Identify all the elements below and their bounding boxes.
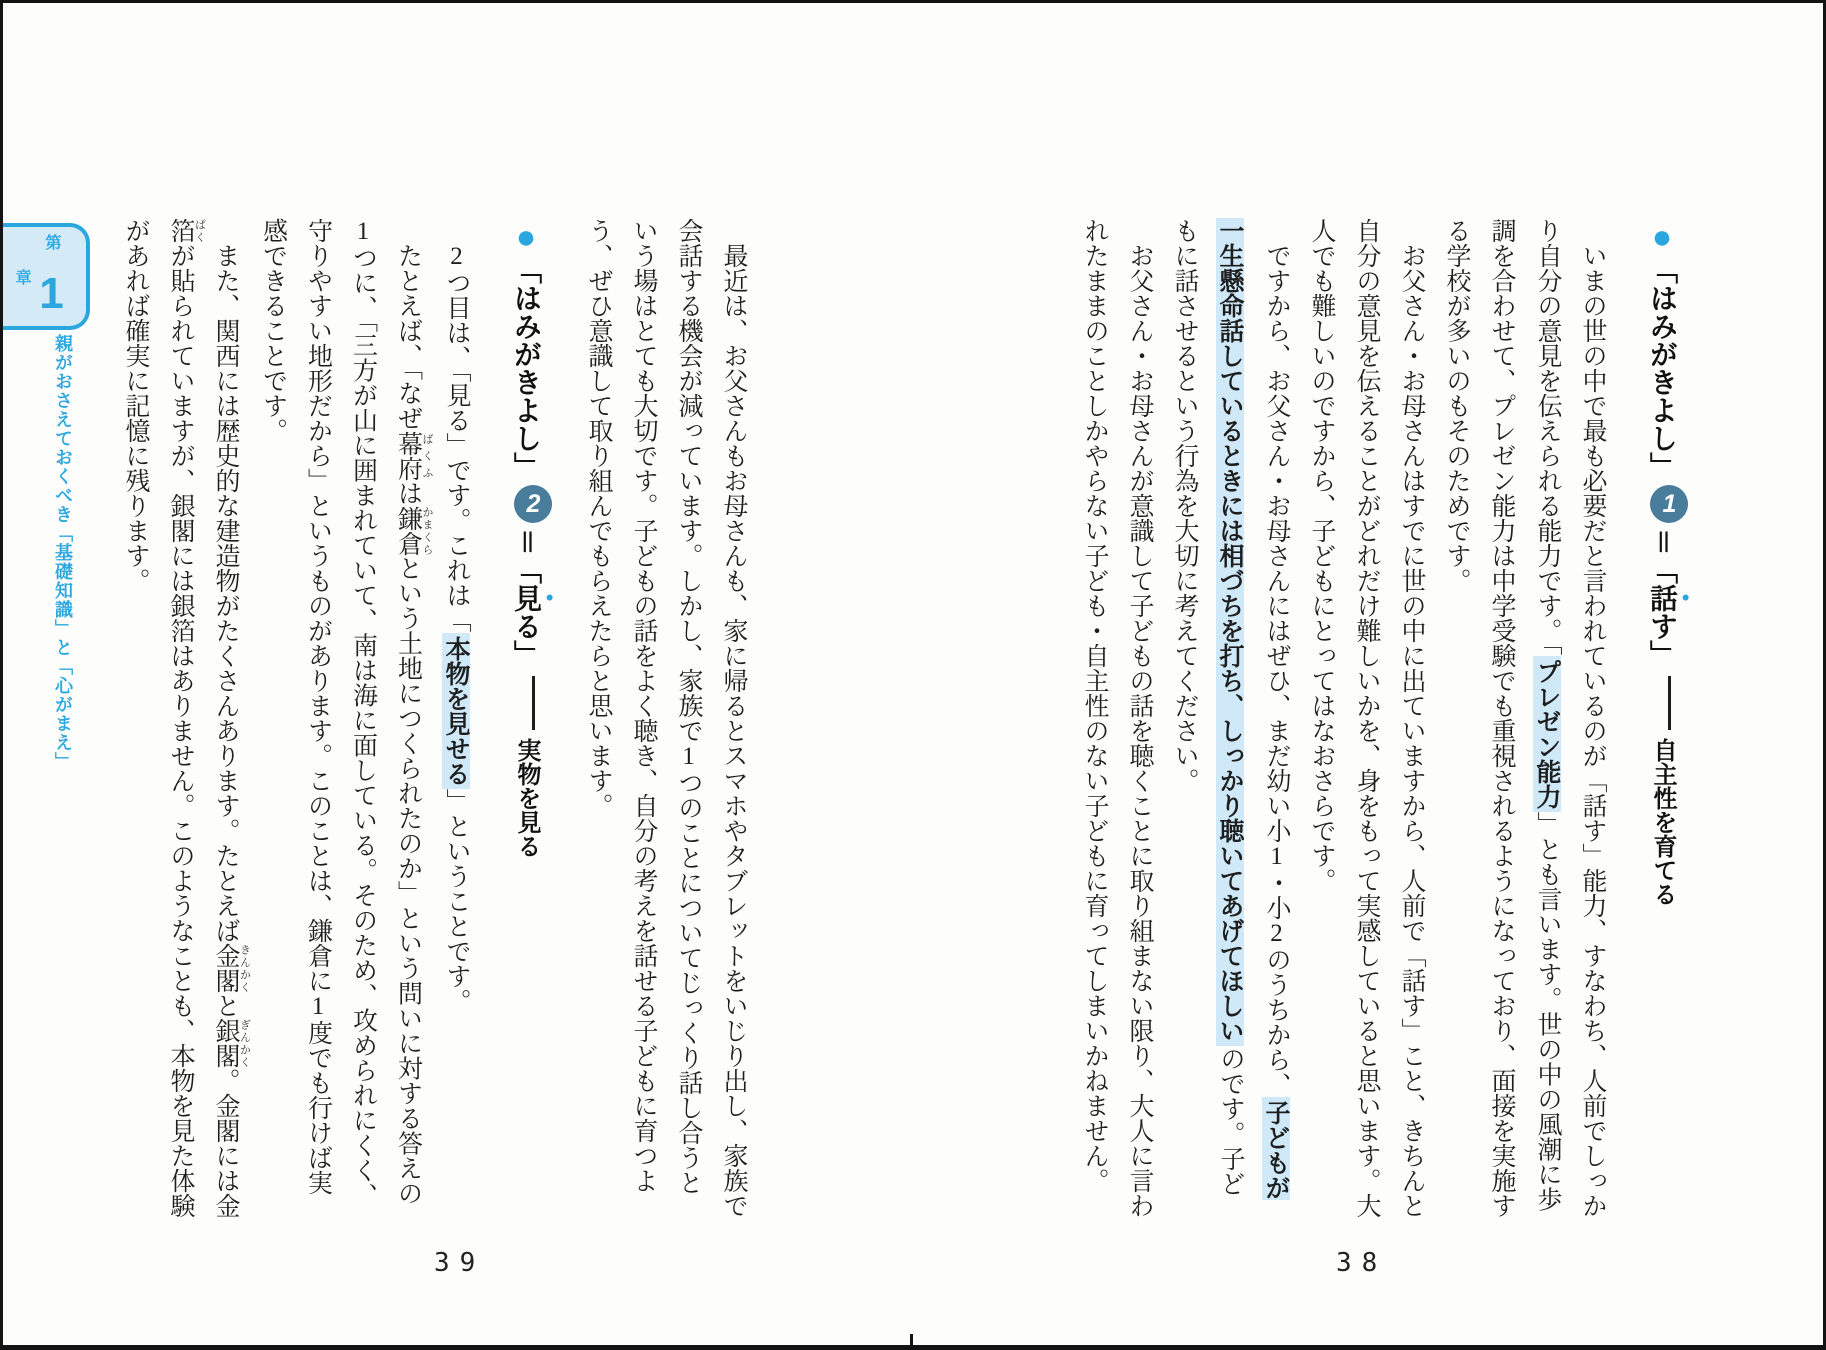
bullet-icon: ● bbox=[1643, 218, 1681, 256]
dash-line-icon bbox=[532, 676, 535, 730]
text-run: 最近は、お父さんもお母さんも、家に帰るとスマホやタブレットをいじり出し、家族で会話する機会が減っています。しかし、家族で1つのことについてじっくり話し合うという場はとても大切です。子どもの話をよく聴き、自分の考えを話せる子どもに育つよう、ぜひ意識して取り組んでもらえたらと思います。 bbox=[585, 218, 747, 1218]
page-number: 39 bbox=[434, 1248, 486, 1278]
text-run: ですから、お父さん・お母さんにはぜひ、まだ幼い小1・小2のうちから、 bbox=[1263, 243, 1290, 1097]
circled-number-value: 2 bbox=[526, 490, 541, 518]
circled-number-icon bbox=[1650, 485, 1688, 523]
ruby-word: 銀閣 ぎんかく bbox=[212, 1018, 251, 1068]
text-run: たとえば、「なぜ bbox=[394, 243, 422, 431]
body-text bbox=[113, 218, 479, 1218]
paragraph bbox=[1072, 218, 1162, 1218]
paragraph bbox=[433, 218, 479, 1218]
headline-look bbox=[497, 218, 558, 1218]
border-line-left bbox=[0, 0, 3, 1350]
paragraph bbox=[113, 218, 251, 1218]
ruby-word: 金閣 きんかく bbox=[212, 943, 251, 993]
ruby-word: 鎌倉 かまくら bbox=[394, 505, 433, 556]
paragraph bbox=[1162, 218, 1299, 1218]
body-text-continued bbox=[576, 218, 756, 1218]
page-39 bbox=[113, 218, 756, 1218]
chapter-number: 1 bbox=[27, 268, 76, 318]
chapter-suffix: 章 bbox=[13, 268, 30, 285]
headline-equals: ＝「 bbox=[511, 528, 542, 584]
headline-talk bbox=[1633, 218, 1694, 1218]
body-text bbox=[1072, 218, 1615, 1218]
headline-equals: ＝「 bbox=[1647, 528, 1678, 584]
text-run: が貼られていますが、銀閣には銀箔はありません。このようなことも、本物を見た体験があれば確実に記憶に残ります。 bbox=[122, 218, 194, 1218]
paragraph bbox=[251, 218, 434, 1218]
text-run: 。金閣には金 bbox=[212, 1068, 239, 1218]
text-run: 」とも言います。世の中の風潮に歩調を合わせて、プレゼン能力は中学受験でも重視されるようになっており、面接を実施する学校が多いのもそのためです。 bbox=[1443, 218, 1561, 1218]
headline-title: 「はみがきよし」 bbox=[511, 256, 542, 480]
chapter-tab bbox=[0, 223, 90, 330]
circled-number-value: 1 bbox=[1662, 490, 1677, 518]
emphasized-char: 話 bbox=[1647, 584, 1678, 612]
headline-word-rest: る」 bbox=[511, 612, 542, 668]
headline-subtitle: 自主性を育てる bbox=[1649, 738, 1676, 906]
page-38 bbox=[1072, 218, 1694, 1218]
text-run: のです。子どもに話させるという行為を大切に考えてください。 bbox=[1171, 218, 1244, 1196]
paragraph bbox=[1299, 218, 1434, 1218]
chapter-prefix: 第 bbox=[43, 233, 60, 250]
dash-line-icon bbox=[1668, 676, 1671, 730]
text-run: お父さん・お母さんはすでに世の中に出ていますから、人前で「話す」こと、きちんと自分の意見を伝えることがどれだけ難しいかを、身をもって実感していると思います。大人でも難しいのですから、子どもにとってはなおさらです。 bbox=[1308, 218, 1425, 1218]
highlighted-text: 子どもが一生懸命話しているときには相づちを打ち、しっかり聴いてあげてほしい bbox=[1216, 218, 1290, 1200]
page-number: 38 bbox=[1336, 1248, 1388, 1278]
circled-number-icon bbox=[514, 485, 552, 523]
headline-word-rest: す」 bbox=[1647, 612, 1678, 668]
highlighted-text: プレゼン能力 bbox=[1533, 656, 1561, 812]
bullet-icon: ● bbox=[507, 218, 545, 256]
paragraph bbox=[576, 218, 756, 1218]
center-fold-mark bbox=[910, 1334, 913, 1345]
highlighted-text: 本物を見せる bbox=[442, 633, 470, 789]
text-run: と bbox=[212, 993, 239, 1018]
border-line-top bbox=[0, 0, 1826, 3]
headline-subtitle: 実物を見る bbox=[513, 738, 540, 858]
headline-title: 「はみがきよし」 bbox=[1647, 256, 1678, 480]
ruby-word: 箔 ぱく bbox=[167, 218, 206, 243]
border-line-bottom bbox=[0, 1345, 1826, 1350]
text-run: は bbox=[394, 480, 422, 506]
paragraph bbox=[1434, 218, 1615, 1218]
text-run: お父さん・お母さんが意識して子どもの話を聴くことに取り組まない限り、大人に言われたままのことしかやらない子ども・自主性のない子どもに育ってしまいかねません。 bbox=[1081, 218, 1153, 1218]
text-run: また、関西には歴史的な建造物がたくさんあります。たとえば bbox=[212, 243, 239, 943]
text-run: 2つ目は、「見る」です。これは「 bbox=[443, 243, 470, 633]
chapter-tab-label bbox=[13, 227, 76, 326]
text-run: 」ということです。 bbox=[443, 788, 470, 1014]
chapter-caption: 親がおさえておくべき「基礎知識」と「心がまえ」 bbox=[53, 334, 73, 771]
text-run: という土地につくられたのか」という問いに対する答えの1つに、「三方が山に囲まれていて、南は海に面している。そのため、攻められにくく、守りやすい地形だから」というものがあります。このことは、鎌倉に1度でも行けば実感できることです。 bbox=[259, 218, 422, 1208]
text-run: いまの世の中で最も必要だと言われているのが「話す」能力、すなわち、人前でしっかり自分の意見を伝えられる能力です。「 bbox=[1534, 218, 1606, 1218]
emphasized-char: 見 bbox=[511, 584, 542, 612]
ruby-word: 幕府 ばくふ bbox=[394, 430, 433, 481]
